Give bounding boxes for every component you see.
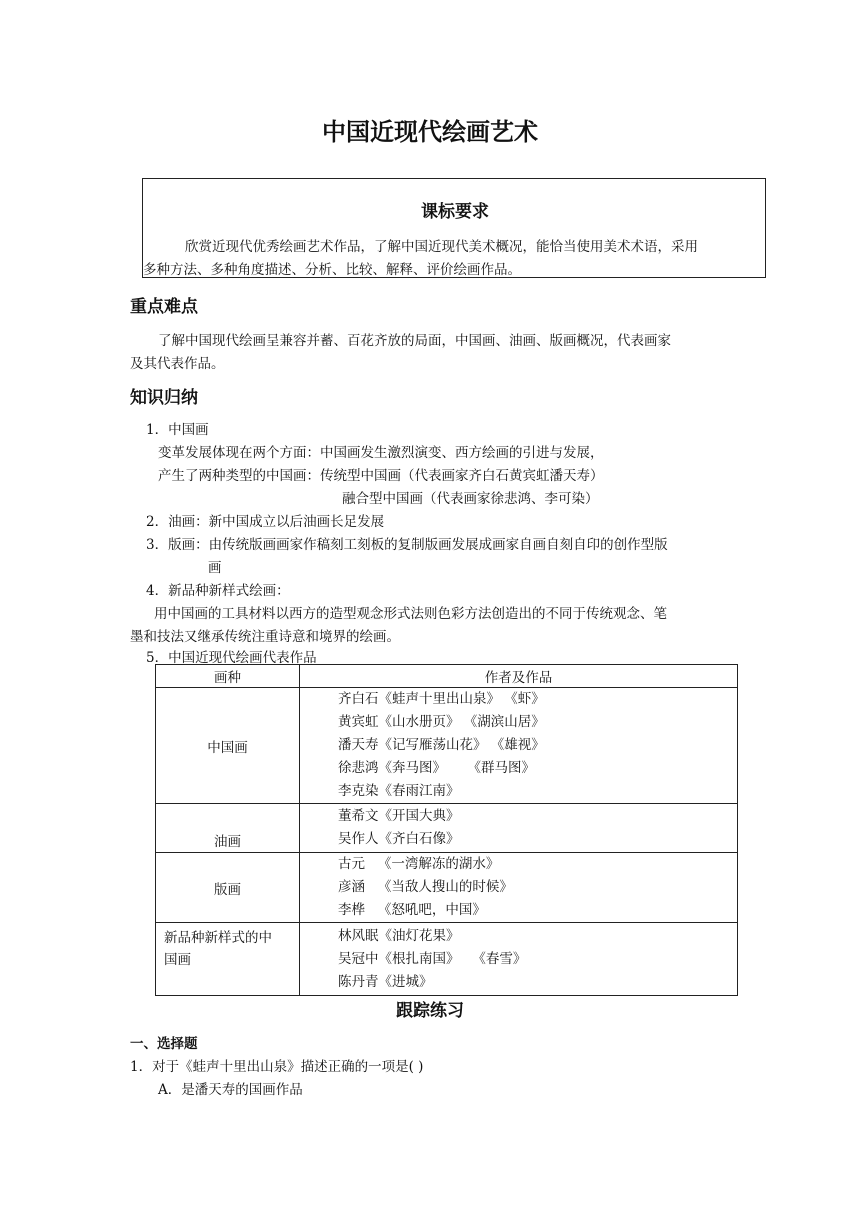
knowledge-item-1: 1．中国画: [146, 422, 209, 438]
knowledge-item-3-continued: 画: [208, 560, 222, 576]
practice-section-heading: 一、选择题: [130, 1036, 198, 1052]
table-cell-category: 中国画: [156, 688, 300, 804]
knowledge-item-4-line-1: 用中国画的工具材料以西方的造型观念形式法则色彩方法创造出的不同于传统观念、笔: [154, 606, 667, 622]
curriculum-standard-box: [142, 178, 766, 278]
knowledge-item-5: 5．中国近现代绘画代表作品: [146, 650, 317, 666]
knowledge-item-2: 2．油画：新中国成立以后油画长足发展: [146, 514, 385, 530]
key-points-line-1: 了解中国现代绘画呈兼容并蓄、百花齐放的局面，中国画、油画、版画概况，代表画家: [158, 333, 671, 349]
table-cell-works: [300, 688, 738, 804]
work-entry: 潘天寿《记写雁荡山花》 《雄视》: [338, 737, 545, 753]
curriculum-standard-line-1: 欣赏近现代优秀绘画艺术作品，了解中国近现代美术概况，能恰当使用美术术语，采用: [185, 239, 698, 255]
table-cell-works: [300, 804, 738, 853]
knowledge-item-1-line-2: 产生了两种类型的中国画：传统型中国画（代表画家齐白石黄宾虹潘天寿）: [158, 468, 604, 484]
knowledge-item-4: 4．新品种新样式绘画：: [146, 583, 290, 599]
knowledge-item-1-line-1: 变革发展体现在两个方面：中国画发生激烈演变、西方绘画的引进与发展，: [158, 445, 604, 461]
work-entry: 李克染《春雨江南》: [338, 783, 460, 799]
practice-heading: 跟踪练习: [396, 1001, 464, 1021]
work-entry: 徐悲鸿《奔马图》 《群马图》: [338, 760, 535, 776]
table-cell-works: [300, 923, 738, 996]
page-title: 中国近现代绘画艺术: [322, 118, 538, 146]
knowledge-item-3: 3．版画：由传统版画画家作稿刻工刻板的复制版画发展成画家自画自刻自印的创作型版: [146, 537, 668, 553]
work-entry: 陈丹青《进城》: [338, 973, 433, 990]
curriculum-standard-heading: 课标要求: [421, 202, 489, 222]
work-entry: 黄宾虹《山水册页》 《湖滨山居》: [338, 714, 545, 730]
table-cell-category: 油画: [156, 804, 300, 853]
table-row: [156, 923, 738, 996]
question-1: 1．对于《蛙声十里出山泉》描述正确的一项是( ): [130, 1059, 424, 1075]
representative-works-table: [155, 664, 738, 996]
work-entry: 林风眠《油灯花果》: [338, 927, 460, 944]
table-header-works: 作者及作品: [300, 665, 738, 688]
table-cell-category: 版画: [156, 853, 300, 923]
question-1-option-a: A．是潘天寿的国画作品: [158, 1082, 303, 1098]
work-entry: 齐白石《蛙声十里出山泉》 《虾》: [338, 691, 545, 707]
table-cell-works: [300, 853, 738, 923]
category-line: 国画: [164, 952, 191, 968]
work-entry: 古元 《一湾解冻的湖水》: [338, 856, 500, 872]
table-header-category: 画种: [156, 665, 300, 688]
work-entry: 吴冠中《根扎南国》 《春雪》: [338, 950, 527, 967]
knowledge-item-1-line-3: 融合型中国画（代表画家徐悲鸿、李可染）: [342, 491, 599, 507]
key-points-line-2: 及其代表作品。: [130, 356, 225, 372]
curriculum-standard-line-2: 多种方法、多种角度描述、分析、比较、解释、评价绘画作品。: [143, 262, 521, 278]
table-cell-category: [156, 923, 300, 996]
work-entry: 董希文《开国大典》: [338, 808, 460, 824]
work-entry: 李桦 《怒吼吧，中国》: [338, 902, 486, 918]
key-points-heading: 重点难点: [130, 297, 198, 317]
table-header-row: [156, 665, 738, 688]
table-row: [156, 853, 738, 923]
table-row: [156, 688, 738, 804]
table-row: [156, 804, 738, 853]
work-entry: 彦涵 《当敌人搜山的时候》: [338, 879, 513, 895]
work-entry: 吴作人《齐白石像》: [338, 831, 460, 847]
category-line: 新品种新样式的中: [164, 930, 272, 946]
knowledge-heading: 知识归纳: [130, 388, 198, 408]
knowledge-item-4-line-2: 墨和技法又继承传统注重诗意和境界的绘画。: [130, 629, 400, 645]
